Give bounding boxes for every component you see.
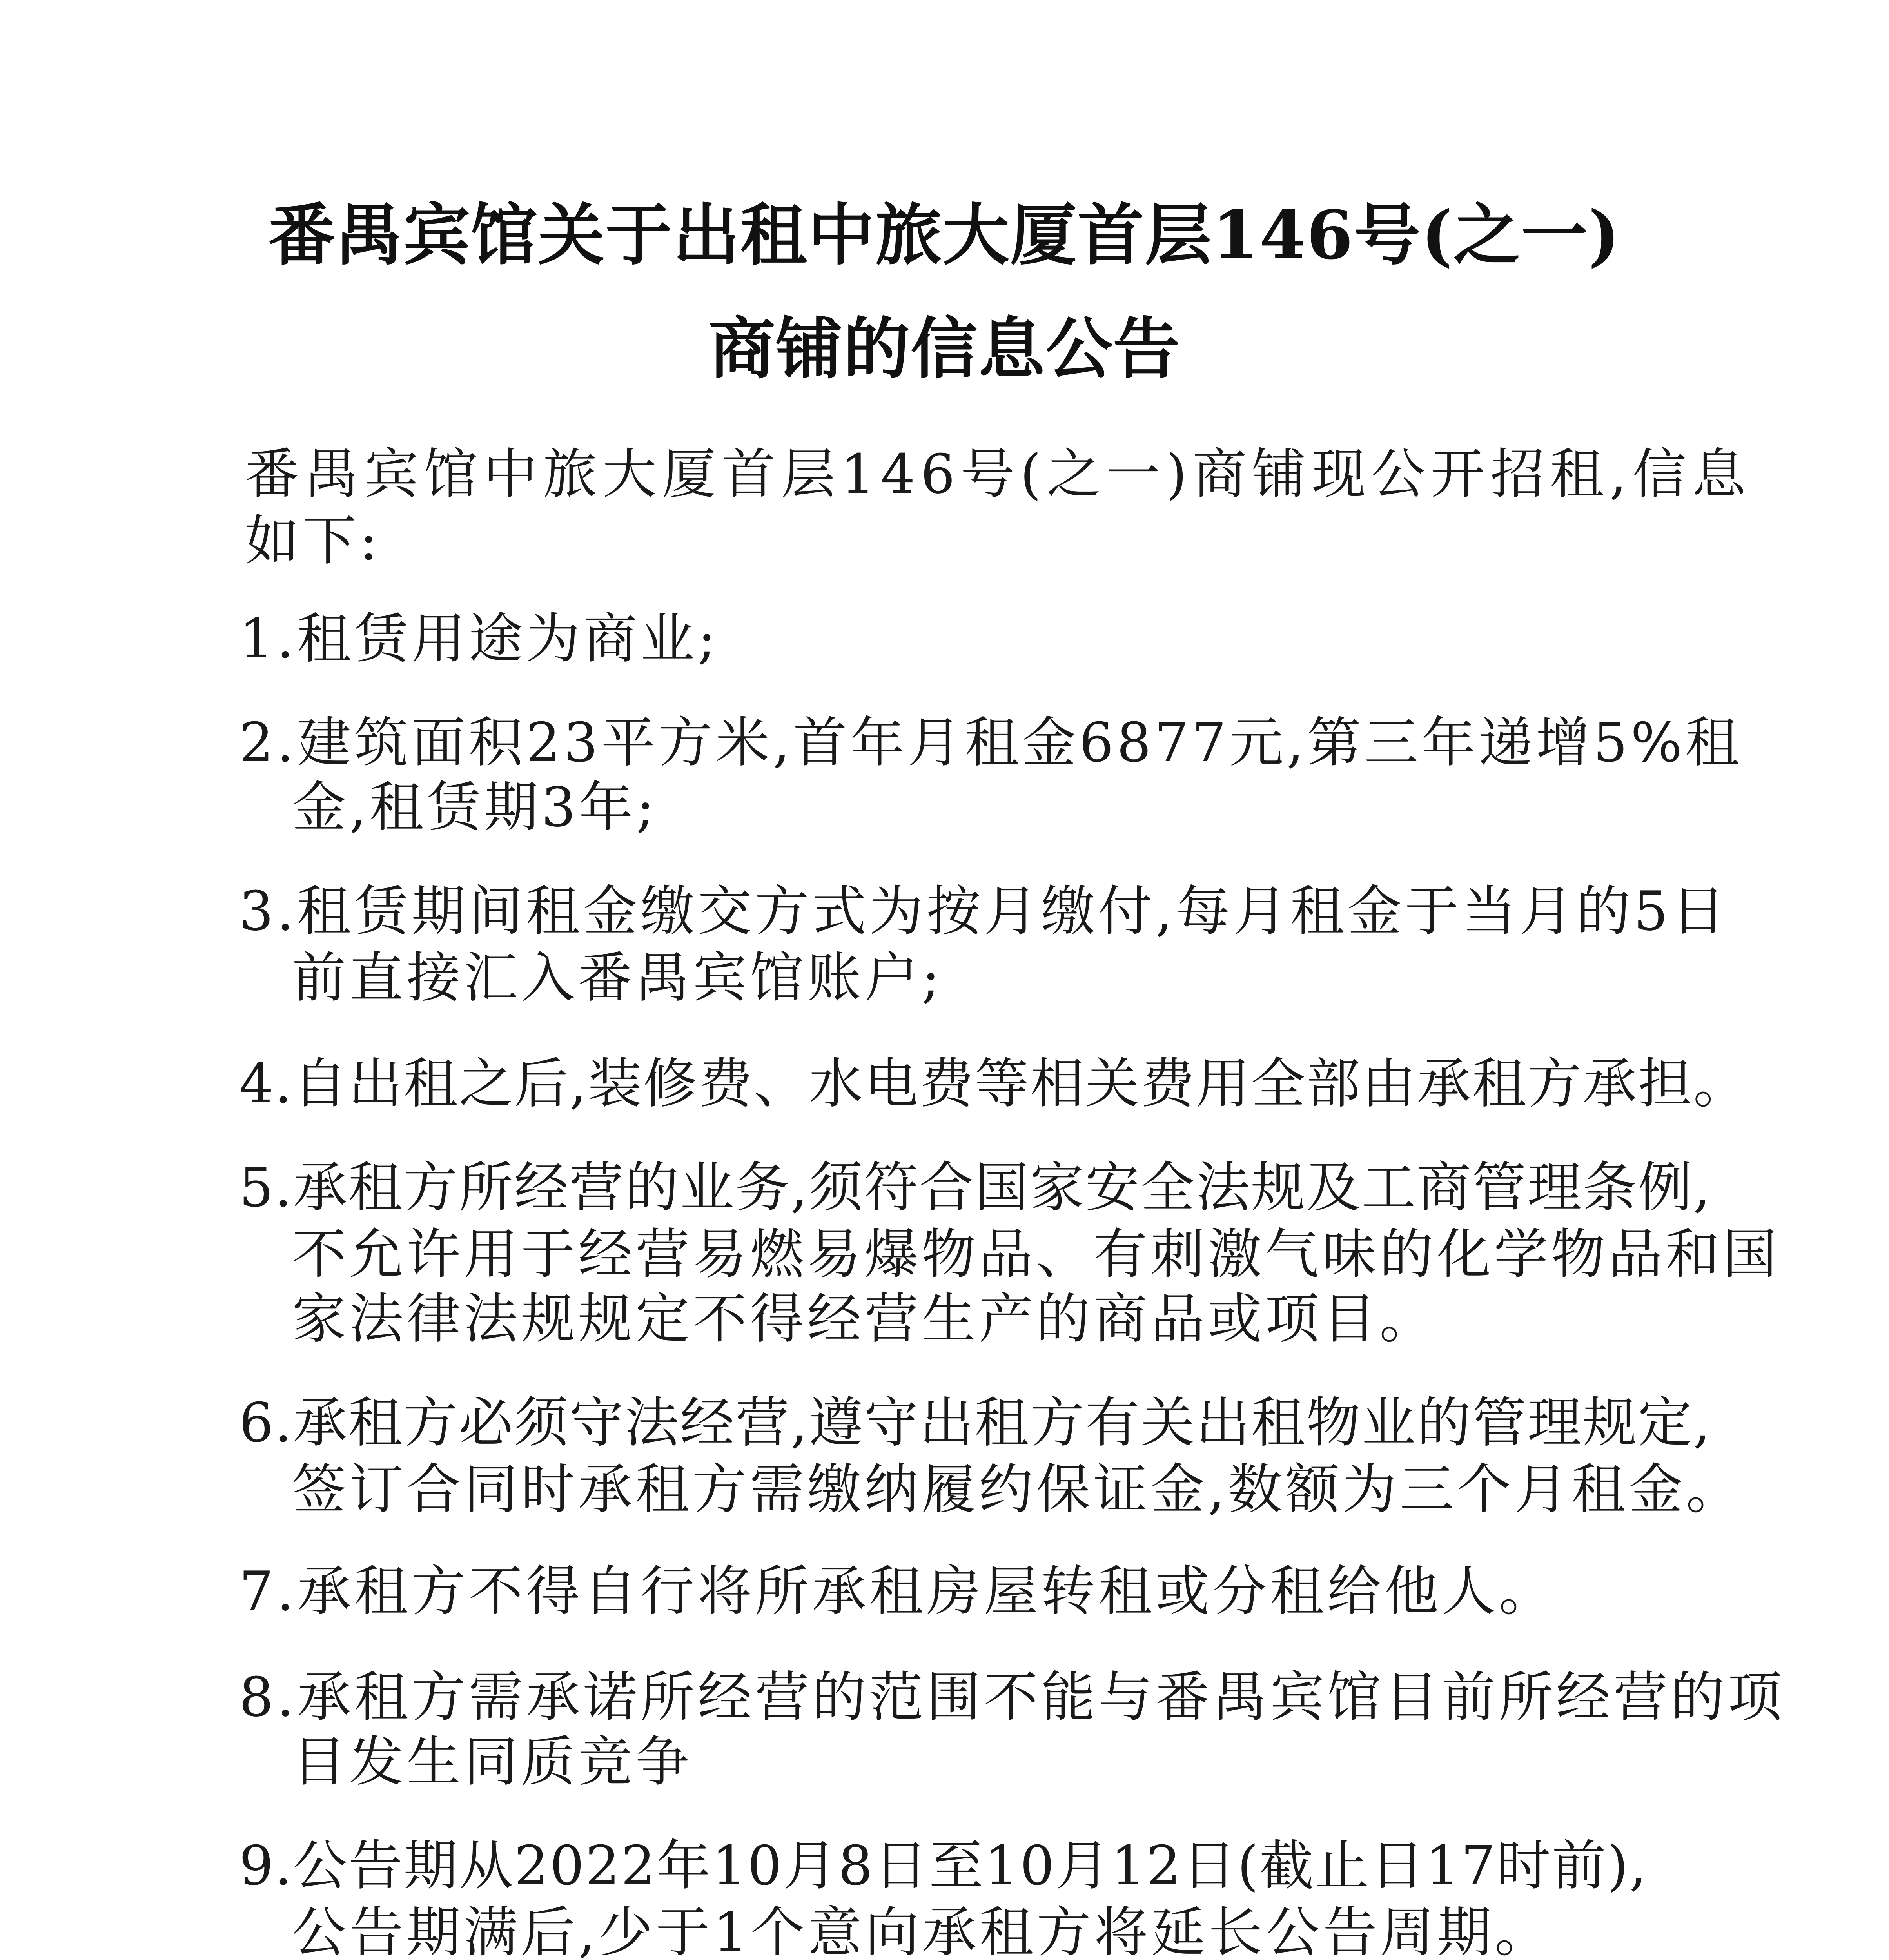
intro-line-2: 如下: — [245, 509, 381, 572]
item-6: 6.承租方必须守法经营,遵守出租方有关出租物业的管理规定, — [239, 1391, 1712, 1454]
item-2: 2.建筑面积23平方米,首年月租金6877元,第三年递增5%租 — [239, 711, 1743, 774]
intro-line-1: 番禺宾馆中旅大厦首层146号(之一)商铺现公开招租,信息 — [245, 443, 1751, 506]
item-4: 4.自出租之后,装修费、水电费等相关费用全部由承租方承担。 — [239, 1052, 1749, 1115]
item-9-continued: 公告期满后,少于1个意向承租方将延长公告周期。 — [292, 1901, 1552, 1960]
item-5-continued-2: 家法律法规规定不得经营生产的商品或项目。 — [292, 1287, 1437, 1350]
document-title-line-2: 商铺的信息公告 — [708, 310, 1181, 388]
item-5-continued-1: 不允许用于经营易燃易爆物品、有刺激气味的化学物品和国 — [292, 1223, 1780, 1286]
item-1: 1.租赁用途为商业; — [239, 607, 719, 670]
document-title-line-1: 番禺宾馆关于出租中旅大厦首层146号(之一) — [268, 196, 1621, 274]
item-2-continued: 金,租赁期3年; — [292, 776, 658, 839]
item-8-continued: 目发生同质竞争 — [292, 1730, 693, 1793]
item-9: 9.公告期从2022年10月8日至10月12日(截止日17时前), — [239, 1834, 1648, 1897]
item-6-continued: 签订合同时承租方需缴纳履约保证金,数额为三个月租金。 — [292, 1458, 1743, 1521]
item-5: 5.承租方所经营的业务,须符合国家安全法规及工商管理条例, — [239, 1156, 1712, 1219]
item-3: 3.租赁期间租金缴交方式为按月缴付,每月租金于当月的5日 — [239, 880, 1729, 943]
item-8: 8.承租方需承诺所经营的范围不能与番禺宾馆目前所经营的项 — [239, 1666, 1785, 1729]
item-3-continued: 前直接汇入番禺宾馆账户; — [292, 946, 943, 1009]
item-7: 7.承租方不得自行将所承租房屋转租或分租给他人。 — [239, 1560, 1556, 1623]
